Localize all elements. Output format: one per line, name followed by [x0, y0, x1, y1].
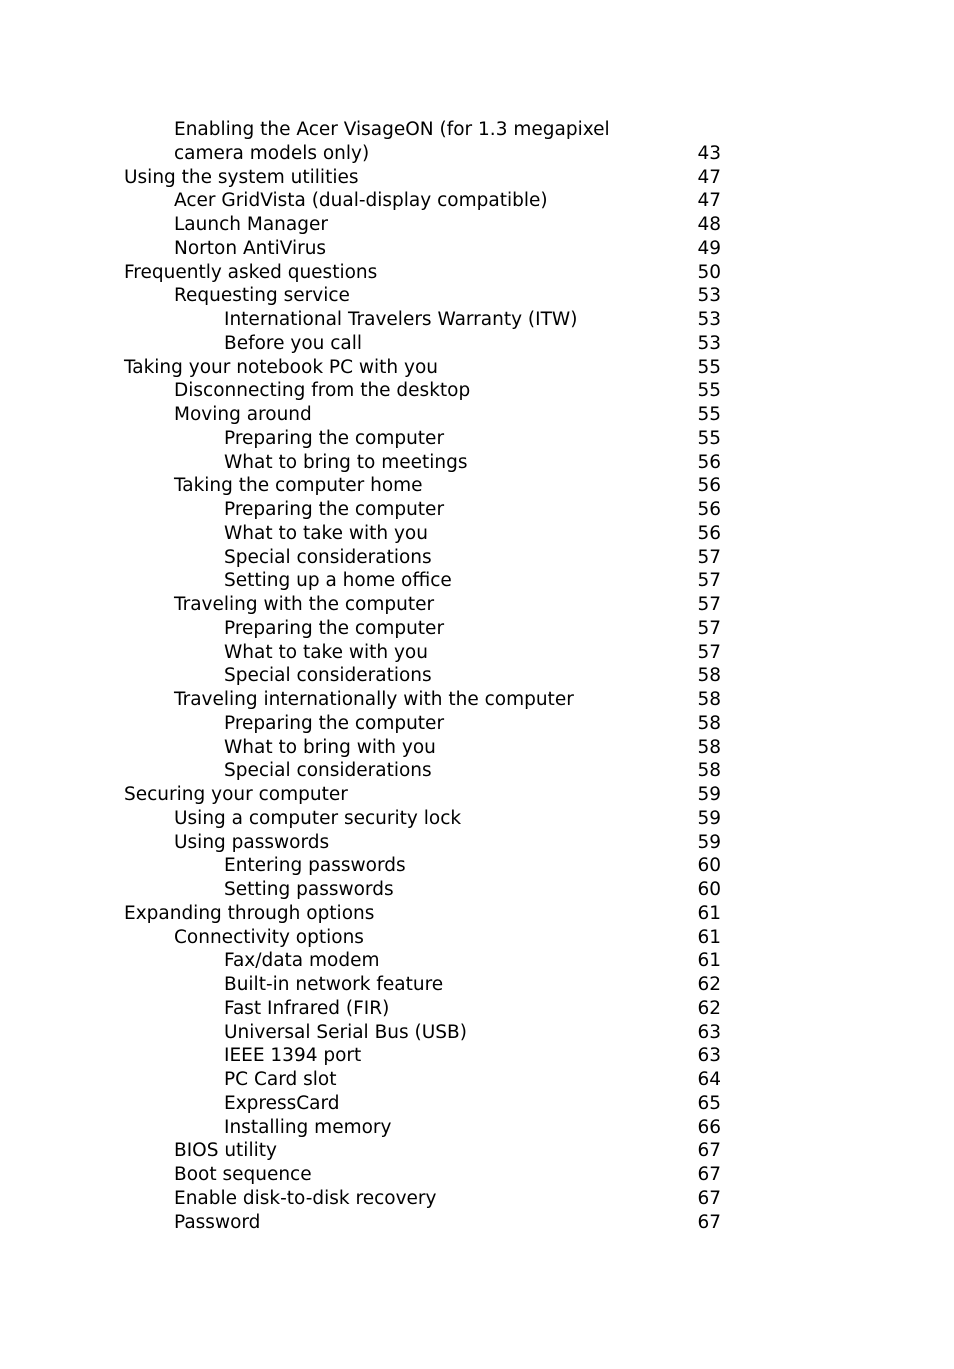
toc-entry-title: Preparing the computer	[224, 427, 445, 449]
toc-entry[interactable]	[0, 569, 954, 593]
toc-entry-page-number: 56	[697, 475, 721, 497]
toc-entry-title: What to bring to meetings	[224, 451, 468, 473]
toc-entry-page-number: 53	[697, 285, 721, 307]
toc-entry-title: ExpressCard	[224, 1092, 340, 1114]
toc-entry[interactable]	[0, 593, 954, 617]
toc-entry-page-number: 67	[697, 1187, 721, 1209]
toc-entry-page-number: 55	[697, 356, 721, 378]
toc-entry-page-number: 62	[697, 974, 721, 995]
toc-entry-title: Built-in network feature	[224, 974, 444, 995]
toc-entry[interactable]	[0, 1187, 954, 1211]
toc-entry[interactable]	[0, 142, 954, 166]
toc-entry[interactable]	[0, 807, 954, 831]
toc-entry-page-number: 60	[697, 879, 721, 900]
toc-entry-title: PC Card slot	[224, 1069, 337, 1090]
toc-entry-page-number: 67	[697, 1164, 721, 1185]
table-of-contents	[0, 118, 954, 1234]
toc-entry-title: What to take with you	[224, 522, 428, 544]
toc-entry[interactable]	[0, 332, 954, 356]
toc-entry-page-number: 67	[697, 1211, 721, 1233]
toc-entry-title: Using the system utilities	[124, 166, 359, 188]
toc-entry-page-number: 50	[697, 261, 721, 283]
toc-entry-title: Expanding through options	[124, 902, 375, 924]
toc-entry[interactable]	[0, 1092, 954, 1116]
toc-entry[interactable]	[0, 237, 954, 261]
toc-entry-title: Securing your computer	[124, 784, 348, 805]
toc-entry-title: Launch Manager	[174, 214, 328, 235]
toc-entry-title: Universal Serial Bus (USB)	[224, 1021, 467, 1043]
toc-entry-page-number: 65	[697, 1092, 721, 1114]
toc-entry[interactable]	[0, 427, 954, 451]
toc-entry-page-number: 56	[697, 522, 721, 544]
toc-entry-page-number: 55	[697, 427, 721, 449]
toc-entry-title: Preparing the computer	[224, 712, 445, 734]
toc-entry[interactable]	[0, 356, 954, 380]
toc-entry-title: Using passwords	[174, 831, 330, 853]
toc-entry-page-number: 49	[697, 237, 721, 259]
toc-entry-page-number: 67	[697, 1140, 721, 1162]
toc-entry-title: Preparing the computer	[224, 617, 445, 639]
toc-entry-page-number: 43	[697, 142, 721, 164]
toc-entry[interactable]	[0, 213, 954, 237]
toc-entry-title: Installing memory	[224, 1116, 392, 1138]
toc-entry-page-number: 56	[697, 499, 721, 520]
toc-entry-title: Fast Infrared (FIR)	[224, 997, 390, 1019]
toc-entry[interactable]	[0, 759, 954, 783]
toc-entry[interactable]	[0, 546, 954, 570]
toc-entry-page-number: 66	[697, 1116, 721, 1138]
toc-entry[interactable]	[0, 997, 954, 1021]
toc-entry-page-number: 57	[697, 570, 721, 592]
toc-entry-title: International Travelers Warranty (ITW)	[224, 309, 578, 330]
toc-entry[interactable]	[0, 854, 954, 878]
toc-entry[interactable]	[0, 1211, 954, 1235]
toc-entry-title: Special considerations	[224, 665, 432, 687]
toc-entry[interactable]	[0, 926, 954, 950]
toc-entry-title: Boot sequence	[174, 1164, 312, 1185]
toc-entry-title: Moving around	[174, 404, 312, 425]
toc-entry-title: Traveling with the computer	[174, 594, 435, 615]
toc-entry-page-number: 47	[697, 190, 721, 212]
toc-entry[interactable]	[0, 284, 954, 308]
toc-entry-page-number: 61	[697, 926, 721, 948]
toc-entry-page-number: 58	[697, 760, 721, 782]
toc-entry-title: Special considerations	[224, 546, 432, 568]
toc-entry-title: Enable disk-to-disk recovery	[174, 1187, 437, 1209]
toc-entry[interactable]	[0, 308, 954, 332]
toc-entry[interactable]	[0, 1021, 954, 1045]
toc-entry-title: Taking the computer home	[174, 475, 423, 497]
toc-entry[interactable]	[0, 498, 954, 522]
toc-entry[interactable]	[0, 783, 954, 807]
toc-entry-page-number: 64	[697, 1069, 721, 1090]
toc-entry[interactable]	[0, 1044, 954, 1068]
toc-entry[interactable]	[0, 451, 954, 475]
toc-entry-title: Special considerations	[224, 760, 432, 782]
toc-entry-page-number: 59	[697, 784, 721, 805]
toc-entry[interactable]	[0, 664, 954, 688]
toc-entry-title: Frequently asked questions	[124, 261, 378, 283]
toc-entry-page-number: 56	[697, 451, 721, 473]
toc-entry-title: Connectivity options	[174, 926, 364, 948]
toc-entry[interactable]	[0, 949, 954, 973]
toc-entry[interactable]	[0, 189, 954, 213]
toc-entry-page-number: 57	[697, 546, 721, 568]
toc-entry-title: Setting passwords	[224, 879, 394, 900]
toc-entry-page-number: 58	[697, 736, 721, 758]
toc-entry[interactable]	[0, 688, 954, 712]
toc-entry-page-number: 57	[697, 617, 721, 639]
toc-entry[interactable]	[0, 641, 954, 665]
toc-entry-page-number: 61	[697, 902, 721, 924]
toc-entry-title: Fax/data modem	[224, 950, 380, 972]
toc-entry-title: Preparing the computer	[224, 499, 445, 520]
toc-entry[interactable]	[0, 1163, 954, 1187]
toc-entry[interactable]	[0, 736, 954, 760]
toc-entry-title: IEEE 1394 port	[224, 1045, 362, 1067]
toc-entry-title: Using a computer security lock	[174, 807, 462, 829]
toc-entry[interactable]	[0, 1116, 954, 1140]
toc-entry-page-number: 57	[697, 641, 721, 663]
toc-entry[interactable]	[0, 878, 954, 902]
toc-entry[interactable]	[0, 261, 954, 285]
toc-entry-title: Norton AntiVirus	[174, 237, 327, 259]
toc-entry-page-number: 59	[697, 831, 721, 853]
toc-entry-title: Before you call	[224, 332, 363, 354]
toc-entry-page-number: 63	[697, 1021, 721, 1043]
toc-entry[interactable]	[0, 1139, 954, 1163]
toc-entry-page-number: 47	[697, 166, 721, 188]
toc-entry-page-number: 53	[697, 309, 721, 330]
toc-entry[interactable]	[0, 522, 954, 546]
toc-entry-title: What to take with you	[224, 641, 428, 663]
toc-entry-title: Taking your notebook PC with you	[124, 356, 438, 378]
toc-entry-title: Acer GridVista (dual-display compatible)	[174, 190, 548, 212]
toc-entry[interactable]	[0, 474, 954, 498]
toc-entry[interactable]	[0, 831, 954, 855]
toc-entry-page-number: 57	[697, 594, 721, 615]
toc-entry[interactable]	[0, 403, 954, 427]
toc-entry[interactable]	[0, 973, 954, 997]
toc-entry-page-number: 63	[697, 1045, 721, 1067]
toc-entry-page-number: 62	[697, 997, 721, 1019]
toc-entry[interactable]	[0, 902, 954, 926]
toc-entry[interactable]	[0, 379, 954, 403]
toc-entry[interactable]	[0, 712, 954, 736]
toc-entry-page-number: 58	[697, 712, 721, 734]
toc-entry-title: Requesting service	[174, 285, 350, 307]
toc-entry-page-number: 59	[697, 807, 721, 829]
toc-entry[interactable]	[0, 118, 954, 142]
toc-entry-page-number: 53	[697, 332, 721, 354]
toc-entry-page-number: 58	[697, 665, 721, 687]
toc-entry-title: camera models only)	[174, 142, 370, 164]
toc-entry-title: Disconnecting from the desktop	[174, 380, 471, 402]
toc-entry-title: Setting up a home office	[224, 570, 452, 592]
toc-entry-title: BIOS utility	[174, 1140, 277, 1162]
toc-entry-title: What to bring with you	[224, 736, 436, 758]
toc-entry-title: Entering passwords	[224, 855, 406, 877]
toc-entry[interactable]	[0, 617, 954, 641]
toc-entry[interactable]	[0, 166, 954, 190]
toc-entry-page-number: 61	[697, 950, 721, 972]
toc-entry-page-number: 55	[697, 380, 721, 402]
toc-entry-page-number: 55	[697, 404, 721, 425]
toc-entry-title: Password	[174, 1211, 261, 1233]
toc-entry-page-number: 48	[697, 214, 721, 235]
toc-entry-page-number: 60	[697, 855, 721, 877]
toc-entry-title: Enabling the Acer VisageON (for 1.3 megapixel	[174, 119, 610, 140]
toc-entry-page-number: 58	[697, 689, 721, 710]
toc-entry-title: Traveling internationally with the computer	[174, 689, 574, 710]
toc-entry[interactable]	[0, 1068, 954, 1092]
